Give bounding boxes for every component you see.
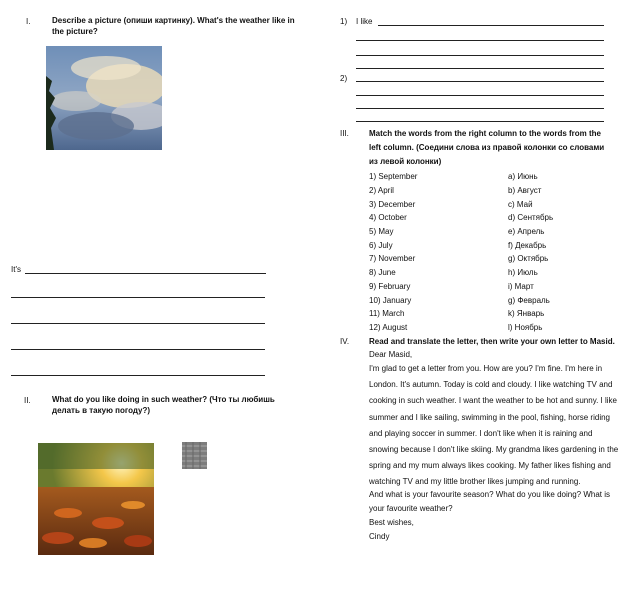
answer-2-line-b[interactable] bbox=[356, 95, 604, 96]
answer-1-line-b[interactable] bbox=[356, 40, 604, 41]
month-right-b: b) Август bbox=[508, 186, 542, 195]
month-right-l: l) Ноябрь bbox=[508, 323, 543, 332]
month-left-3: 3) December bbox=[369, 200, 416, 209]
answer-1-line-a[interactable] bbox=[378, 25, 604, 26]
month-right-h: h) Июль bbox=[508, 268, 538, 277]
month-left-10: 10) January bbox=[369, 296, 412, 305]
month-left-12: 12) August bbox=[369, 323, 408, 332]
letter-body: I'm glad to get a letter from you. How are you? I'm fine. I'm here in London. It's autumn. Today is cold and cloudy. I like watching TV and cooking in such weather. I want the weather to be hot and sunny. I like summer and I like sailing, swimming in the pool, fishing, horse riding and playing soccer in summer. I don't like when it is raining and snowing because I don't like skiing. My grandma likes gardening in the spring and my mum always likes cooking. My father likes fishing and watching TV and my little brother likes jumping and running. bbox=[369, 364, 619, 487]
month-left-6: 6) July bbox=[369, 241, 393, 250]
task-1-instruction: Describe a picture (опиши картинку). What's the weather like in the picture? bbox=[52, 16, 295, 36]
task-1-number: I. bbox=[26, 17, 31, 26]
task-2-instruction: What do you like doing in such weather? (Что ты любишь делать в такую погоду?) bbox=[52, 395, 275, 415]
month-left-2: 2) April bbox=[369, 186, 394, 195]
grey-texture-image bbox=[182, 442, 207, 469]
answer-2-line-d[interactable] bbox=[356, 121, 604, 122]
month-left-9: 9) February bbox=[369, 282, 411, 291]
month-left-11: 11) March bbox=[369, 309, 405, 318]
month-left-4: 4) October bbox=[369, 213, 407, 222]
task-4-instruction: Read and translate the letter, then write your own letter to Masid. bbox=[369, 337, 615, 346]
month-left-7: 7) November bbox=[369, 254, 416, 263]
answer-1-line-c[interactable] bbox=[356, 55, 604, 56]
month-right-f: f) Декабрь bbox=[508, 241, 547, 250]
month-right-e: e) Апрель bbox=[508, 227, 545, 236]
its-label: It's bbox=[11, 265, 21, 274]
answer-line-2[interactable] bbox=[11, 297, 265, 298]
month-right-g2: g) Февраль bbox=[508, 296, 550, 305]
task-3-number: III. bbox=[340, 129, 349, 138]
month-left-5: 5) May bbox=[369, 227, 394, 236]
month-right-a: a) Июнь bbox=[508, 172, 538, 181]
task-2-number: II. bbox=[24, 396, 31, 405]
month-right-k: k) Январь bbox=[508, 309, 545, 318]
task-3-instruction: Match the words from the right column to the words from the left column. (Соедини слова из правой колонки со словами из левой колонки) bbox=[369, 129, 605, 166]
answer-line-3[interactable] bbox=[11, 323, 265, 324]
answer-line-1[interactable] bbox=[25, 273, 266, 274]
month-right-c: c) Май bbox=[508, 200, 533, 209]
cloudy-sky-image bbox=[46, 46, 162, 150]
answer-1-number: 1) bbox=[340, 17, 348, 26]
answer-2-line-a[interactable] bbox=[356, 81, 604, 82]
letter-signature: Cindy bbox=[369, 532, 390, 541]
answer-2-number: 2) bbox=[340, 74, 348, 83]
letter-closing: Best wishes, bbox=[369, 518, 414, 527]
month-right-d: d) Сентябрь bbox=[508, 213, 554, 222]
month-right-g: g) Октябрь bbox=[508, 254, 549, 263]
answer-2-line-c[interactable] bbox=[356, 108, 604, 109]
letter-question: And what is your favourite season? What do you like doing? What is your favourite weather? bbox=[369, 490, 611, 513]
answer-line-5[interactable] bbox=[11, 375, 265, 376]
answer-1-line-d[interactable] bbox=[356, 68, 604, 69]
answer-1-label: I like bbox=[356, 17, 373, 26]
letter-greeting: Dear Masid, bbox=[369, 350, 413, 359]
month-left-8: 8) June bbox=[369, 268, 396, 277]
task-4-number: IV. bbox=[340, 337, 350, 346]
month-right-i: i) Март bbox=[508, 282, 534, 291]
answer-line-4[interactable] bbox=[11, 349, 265, 350]
autumn-leaves-image bbox=[38, 443, 154, 555]
month-left-1: 1) September bbox=[369, 172, 418, 181]
